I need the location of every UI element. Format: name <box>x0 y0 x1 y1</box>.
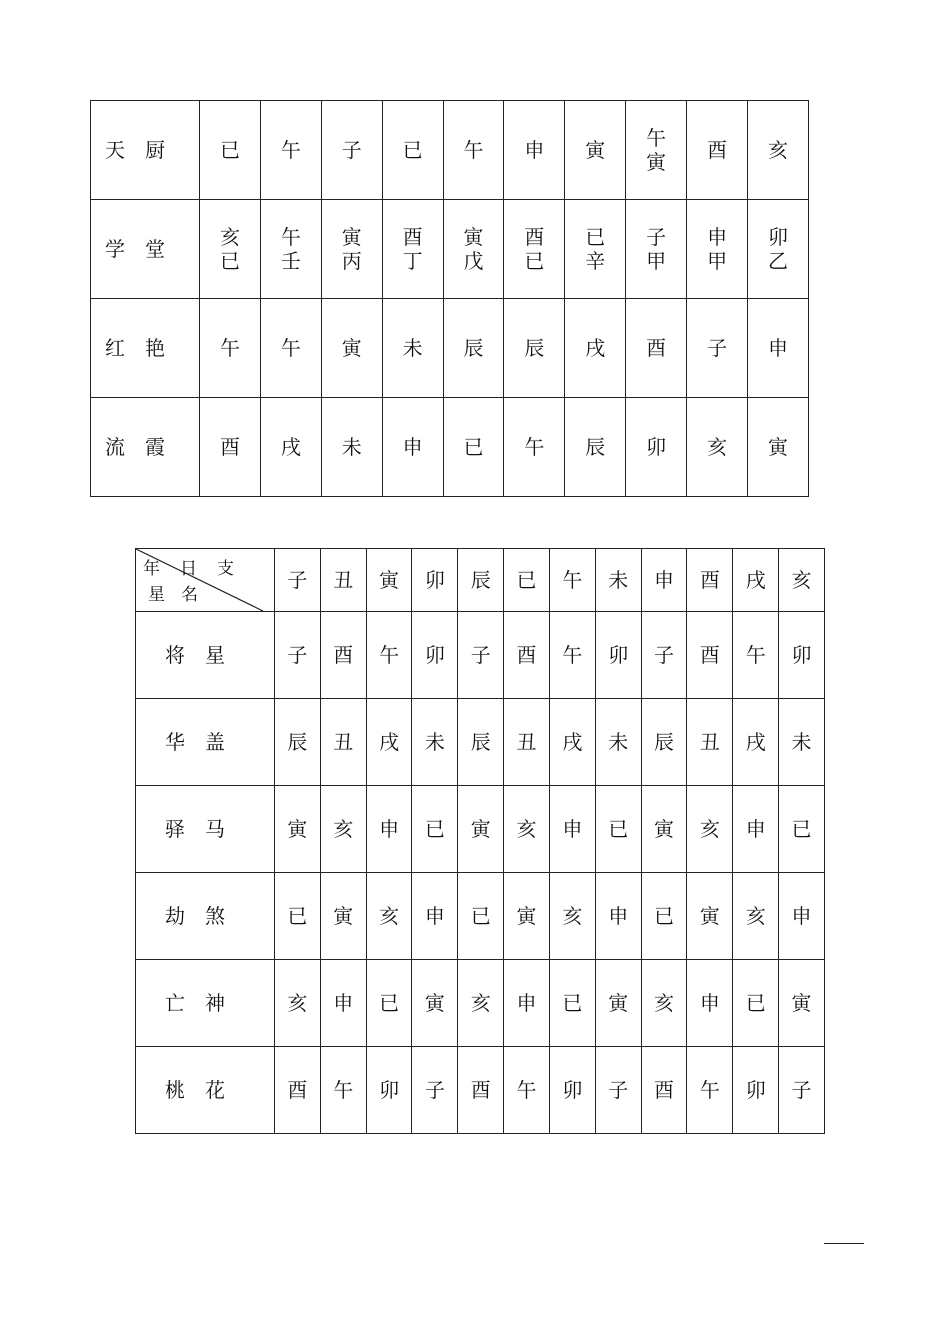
table-cell: 寅 <box>595 960 641 1047</box>
table-cell: 已 辛 <box>565 200 626 299</box>
table-cell: 未 <box>412 699 458 786</box>
table-cell: 戌 <box>549 699 595 786</box>
table-cell: 申 甲 <box>687 200 748 299</box>
table-row <box>91 299 809 398</box>
table-cell: 戌 <box>565 299 626 398</box>
row-name: 红艳 <box>91 299 200 398</box>
column-header: 辰 <box>458 549 504 612</box>
table-cell: 午 <box>366 612 412 699</box>
corner-header-cell <box>136 549 275 612</box>
column-header: 戌 <box>733 549 779 612</box>
table-cell: 寅 <box>320 873 366 960</box>
table-row <box>136 960 825 1047</box>
table-cell: 寅 <box>641 786 687 873</box>
table-cell: 子 <box>641 612 687 699</box>
column-header: 已 <box>504 549 550 612</box>
corner-bottom-label: 星名 <box>148 585 214 605</box>
table-cell: 酉 <box>200 398 261 497</box>
table-cell: 午 <box>260 101 321 200</box>
table-cell: 酉 <box>687 101 748 200</box>
table-cell: 申 <box>382 398 443 497</box>
table-cell: 卯 <box>626 398 687 497</box>
table-cell: 丑 <box>687 699 733 786</box>
table-cell: 申 <box>779 873 825 960</box>
table-cell: 酉 <box>275 1047 321 1134</box>
table-cell: 已 <box>458 873 504 960</box>
table-cell: 午 <box>733 612 779 699</box>
table-cell: 子 甲 <box>626 200 687 299</box>
table-cell: 未 <box>321 398 382 497</box>
star-table-1 <box>90 100 809 497</box>
table-row <box>136 786 825 873</box>
row-name: 学堂 <box>91 200 200 299</box>
table-cell: 申 <box>687 960 733 1047</box>
table-cell: 午 <box>549 612 595 699</box>
table-cell: 寅 丙 <box>321 200 382 299</box>
table-cell: 未 <box>779 699 825 786</box>
table-cell: 午 <box>504 398 565 497</box>
row-name: 桃花 <box>136 1047 275 1134</box>
table-cell: 酉 已 <box>504 200 565 299</box>
table-cell: 酉 <box>504 612 550 699</box>
table-cell: 子 <box>412 1047 458 1134</box>
table-row <box>136 1047 825 1134</box>
table-cell: 亥 <box>320 786 366 873</box>
table-cell: 午 <box>320 1047 366 1134</box>
table-cell: 午 寅 <box>626 101 687 200</box>
table-cell: 寅 戊 <box>443 200 504 299</box>
table-cell: 已 <box>443 398 504 497</box>
table-cell: 卯 <box>733 1047 779 1134</box>
table-cell: 辰 <box>458 699 504 786</box>
table-row <box>91 398 809 497</box>
column-header: 寅 <box>366 549 412 612</box>
table-cell: 寅 <box>687 873 733 960</box>
table-cell: 子 <box>687 299 748 398</box>
table-cell: 寅 <box>275 786 321 873</box>
table-cell: 申 <box>366 786 412 873</box>
table-cell: 已 <box>779 786 825 873</box>
table-cell: 亥 <box>504 786 550 873</box>
table-row <box>136 612 825 699</box>
table-cell: 申 <box>504 960 550 1047</box>
table-cell: 酉 <box>641 1047 687 1134</box>
row-name: 流霞 <box>91 398 200 497</box>
table-cell: 亥 已 <box>200 200 261 299</box>
table-cell: 寅 <box>412 960 458 1047</box>
table-row <box>136 873 825 960</box>
table-cell: 亥 <box>733 873 779 960</box>
table-cell: 已 <box>549 960 595 1047</box>
column-header: 酉 <box>687 549 733 612</box>
column-header: 午 <box>549 549 595 612</box>
row-name: 华盖 <box>136 699 275 786</box>
table-cell: 亥 <box>687 398 748 497</box>
table-cell: 午 <box>504 1047 550 1134</box>
row-name: 将星 <box>136 612 275 699</box>
row-name: 亡神 <box>136 960 275 1047</box>
column-header: 丑 <box>320 549 366 612</box>
table-cell: 未 <box>595 699 641 786</box>
table-cell: 子 <box>595 1047 641 1134</box>
table-cell: 寅 <box>504 873 550 960</box>
table-cell: 寅 <box>565 101 626 200</box>
table-cell: 已 <box>275 873 321 960</box>
table-cell: 卯 乙 <box>748 200 809 299</box>
table-cell: 申 <box>733 786 779 873</box>
table-cell: 午 <box>260 299 321 398</box>
column-header: 申 <box>641 549 687 612</box>
table-cell: 酉 丁 <box>382 200 443 299</box>
page-footer-line <box>824 1243 864 1244</box>
table-cell: 酉 <box>320 612 366 699</box>
table-cell: 丑 <box>504 699 550 786</box>
table-cell: 卯 <box>412 612 458 699</box>
table-cell: 酉 <box>626 299 687 398</box>
table-cell: 午 <box>200 299 261 398</box>
column-header: 卯 <box>412 549 458 612</box>
table-cell: 午 壬 <box>260 200 321 299</box>
table-cell: 戌 <box>733 699 779 786</box>
table-cell: 午 <box>687 1047 733 1134</box>
table-cell: 亥 <box>687 786 733 873</box>
table-row <box>91 200 809 299</box>
table-cell: 已 <box>733 960 779 1047</box>
table-cell: 子 <box>275 612 321 699</box>
row-name: 天厨 <box>91 101 200 200</box>
table-cell: 子 <box>321 101 382 200</box>
table-cell: 辰 <box>443 299 504 398</box>
table-cell: 亥 <box>549 873 595 960</box>
column-header: 亥 <box>779 549 825 612</box>
table-cell: 子 <box>779 1047 825 1134</box>
table-cell: 卯 <box>366 1047 412 1134</box>
table-cell: 亥 <box>366 873 412 960</box>
table-cell: 辰 <box>565 398 626 497</box>
table-cell: 亥 <box>748 101 809 200</box>
table-cell: 寅 <box>779 960 825 1047</box>
table-cell: 辰 <box>641 699 687 786</box>
table-cell: 已 <box>200 101 261 200</box>
table-cell: 申 <box>504 101 565 200</box>
corner-top-label: 年日支 <box>143 559 254 579</box>
column-header: 子 <box>275 549 321 612</box>
table-cell: 酉 <box>687 612 733 699</box>
table-cell: 申 <box>748 299 809 398</box>
table-cell: 辰 <box>504 299 565 398</box>
table-cell: 寅 <box>458 786 504 873</box>
table-cell: 申 <box>549 786 595 873</box>
table-cell: 辰 <box>275 699 321 786</box>
table-cell: 申 <box>320 960 366 1047</box>
table-row <box>136 699 825 786</box>
row-name: 劫煞 <box>136 873 275 960</box>
table-cell: 已 <box>641 873 687 960</box>
table-cell: 卯 <box>779 612 825 699</box>
table-cell: 子 <box>458 612 504 699</box>
table-cell: 戌 <box>260 398 321 497</box>
table-cell: 未 <box>382 299 443 398</box>
table-cell: 申 <box>412 873 458 960</box>
star-table-2 <box>135 548 825 1134</box>
table-cell: 卯 <box>595 612 641 699</box>
table-cell: 已 <box>412 786 458 873</box>
table-cell: 酉 <box>458 1047 504 1134</box>
row-name: 驿马 <box>136 786 275 873</box>
table-cell: 亥 <box>275 960 321 1047</box>
column-header: 未 <box>595 549 641 612</box>
table-cell: 卯 <box>549 1047 595 1134</box>
table-cell: 午 <box>443 101 504 200</box>
table-cell: 亥 <box>641 960 687 1047</box>
table-cell: 已 <box>595 786 641 873</box>
table-cell: 丑 <box>320 699 366 786</box>
header-row <box>136 549 825 612</box>
table-cell: 已 <box>382 101 443 200</box>
table-row <box>91 101 809 200</box>
table-cell: 寅 <box>748 398 809 497</box>
table-cell: 申 <box>595 873 641 960</box>
table-cell: 亥 <box>458 960 504 1047</box>
table-cell: 寅 <box>321 299 382 398</box>
table-cell: 已 <box>366 960 412 1047</box>
table-cell: 戌 <box>366 699 412 786</box>
